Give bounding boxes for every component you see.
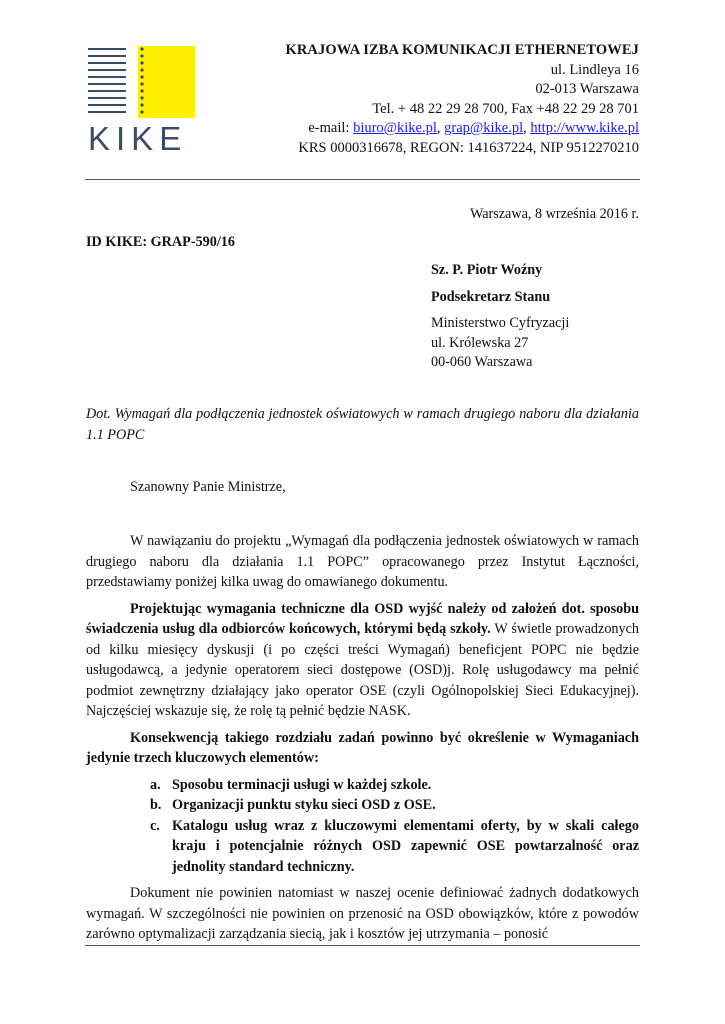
- org-street: ul. Lindleya 16: [550, 61, 639, 78]
- list-item: [150, 795, 639, 816]
- logo-text: KIKE: [88, 120, 188, 156]
- letter-body: [86, 531, 639, 951]
- kike-logo: [88, 46, 200, 156]
- email-prefix: e-mail:: [308, 120, 354, 136]
- footer-divider: [85, 945, 640, 946]
- org-phone: Tel. + 48 22 29 28 700, Fax +48 22 29 28 701: [372, 100, 639, 117]
- list-item-text: Katalogu usług wraz z kluczowymi elementami oferty, by w skali całego kraju i potencjalnie różnych OSD zapewnić OSE powtarzalność oraz jednolity standard techniczny.: [172, 817, 639, 875]
- header-divider: [85, 179, 640, 180]
- letter-subject: Dot. Wymagań dla podłączenia jednostek oświatowych w ramach drugiego naboru dla działania 1.1 POPC: [86, 406, 639, 443]
- key-elements-list: [86, 775, 639, 878]
- letter-date: Warszawa, 8 września 2016 r.: [469, 206, 639, 222]
- list-item-text: Sposobu terminacji usługi w każdej szkole.: [172, 776, 432, 793]
- paragraph-2: [86, 599, 639, 722]
- list-item: [150, 775, 639, 796]
- org-registry: KRS 0000316678, REGON: 141637224, NIP 9512270210: [298, 139, 639, 156]
- kike-logo-mark: [88, 46, 200, 156]
- document-id: ID KIKE: GRAP-590/16: [86, 234, 235, 250]
- org-name: KRAJOWA IZBA KOMUNIKACJI ETHERNETOWEJ: [285, 42, 639, 58]
- recipient-city: 00-060 Warszawa: [431, 354, 533, 370]
- paragraph-2-rest: W świetle prowadzonych od kilku miesięcy dyskusji (i po części treści Wymagań) beneficjent POPC nie będzie usługodawcą, a jedynie operatorem sieci dostępowe (OSD)j. Rolę usługodawcy ma pełnić podmiot zewnętrzny działający jako operator OSE (czyli Ogólnopolskiej Sieci Edukacyjnej). Najczęściej wskazuje się, że rolę tą pełnić będzie NASK.: [86, 621, 639, 719]
- recipient-block: [431, 261, 569, 373]
- list-marker: b.: [150, 797, 162, 813]
- salutation: Szanowny Panie Ministrze,: [130, 479, 286, 495]
- list-item-text: Organizacji punktu styku sieci OSD z OSE.: [172, 797, 436, 813]
- logo-stripes: [88, 48, 126, 113]
- email-link-biuro[interactable]: biuro@kike.pl: [353, 120, 437, 136]
- website-link[interactable]: http://www.kike.pl: [530, 120, 639, 136]
- paragraph-3: Konsekwencją takiego rozdziału zadań powinno być określenie w Wymaganiach jedynie trzech kluczowych elementów:: [86, 729, 639, 766]
- paragraph-1: W nawiązaniu do projektu „Wymagań dla podłączenia jednostek oświatowych w ramach drugiego naboru dla działania 1.1 POPC” opracowanego przez Instytut Łączności, przedstawiamy poniżej kilka uwag do omawianego dokumentu.: [86, 533, 639, 590]
- paragraph-2-bold: Projektując wymagania techniczne dla OSD wyjść należy od założeń dot. sposobu świadczenia usług dla odbiorców końcowych, którymi będą szkoły.: [86, 600, 639, 637]
- org-email-line: [285, 119, 639, 139]
- logo-yellow-block: [138, 46, 195, 118]
- email-separator-1: ,: [436, 120, 445, 136]
- list-marker: a.: [150, 776, 161, 793]
- paragraph-4: Dokument nie powinien natomiast w naszej ocenie definiować żadnych dodatkowych wymagań. W szczególności nie powinien on przenosić na OSD obowiązków, które z powodów zarówno optymalizacji zarządzania siecią, jak i kosztów jej utrzymania – ponosić: [86, 885, 639, 942]
- letterhead: [285, 41, 639, 158]
- email-separator-2: ,: [523, 120, 531, 136]
- list-marker: c.: [150, 817, 160, 834]
- recipient-name: Sz. P. Piotr Woźny: [431, 262, 543, 278]
- org-city: 02-013 Warszawa: [535, 81, 639, 97]
- list-item: [150, 816, 639, 878]
- recipient-street: ul. Królewska 27: [431, 334, 529, 351]
- email-link-grap[interactable]: grap@kike.pl: [444, 120, 524, 136]
- recipient-title: Podsekretarz Stanu: [431, 288, 551, 305]
- recipient-ministry: Ministerstwo Cyfryzacji: [431, 315, 570, 331]
